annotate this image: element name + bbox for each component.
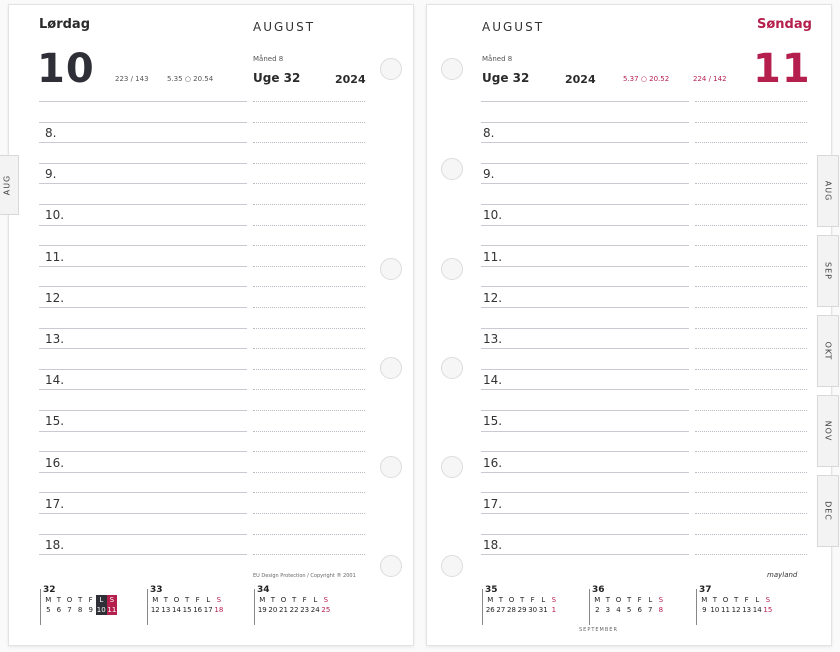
calendar-day[interactable]: 11 <box>721 606 730 614</box>
binder-hole <box>441 258 463 280</box>
tab-label: AUG <box>823 180 833 202</box>
binder-hole <box>380 357 402 379</box>
weekday-header: T <box>605 596 611 604</box>
note-line[interactable] <box>481 492 689 493</box>
note-line[interactable] <box>39 307 247 308</box>
dotted-note-line[interactable] <box>695 472 807 473</box>
hour-label: 15. <box>483 414 503 429</box>
weekday-header: S <box>323 596 329 604</box>
hour-label: 14. <box>483 373 503 388</box>
tab-sep[interactable] <box>817 235 839 307</box>
calendar-day[interactable]: 18 <box>214 606 224 614</box>
hour-label: 8. <box>45 126 57 140</box>
dotted-note-line[interactable] <box>253 513 365 514</box>
dotted-note-line[interactable] <box>253 266 365 267</box>
note-line[interactable] <box>39 534 247 535</box>
weekday-header: M <box>594 596 601 604</box>
weekday-header: L <box>313 596 318 604</box>
note-line[interactable] <box>481 431 689 432</box>
calendar-day[interactable]: 12 <box>731 606 741 614</box>
mini-calendar-week <box>257 585 331 615</box>
calendar-day[interactable]: 30 <box>528 606 538 614</box>
dotted-note-line[interactable] <box>253 122 365 123</box>
calendar-day[interactable]: 10 <box>96 606 106 614</box>
weekday-header: T <box>626 596 632 604</box>
tab-aug[interactable] <box>817 155 839 227</box>
dotted-note-line[interactable] <box>695 369 807 370</box>
note-line[interactable] <box>481 348 689 349</box>
calendar-day[interactable]: 10 <box>710 606 720 614</box>
tab-label: NOV <box>823 420 833 442</box>
calendar-day[interactable]: 21 <box>279 606 288 614</box>
dotted-note-line[interactable] <box>253 431 365 432</box>
hour-label: 9. <box>45 167 57 182</box>
dotted-note-line[interactable] <box>253 142 365 143</box>
dotted-note-line[interactable] <box>695 451 807 452</box>
dotted-note-line[interactable] <box>695 245 807 246</box>
calendar-day[interactable]: 12 <box>150 606 160 614</box>
hour-label: 13. <box>45 332 65 346</box>
weekday-header: T <box>270 596 276 604</box>
left-page-saturday <box>2 4 414 646</box>
dotted-note-line[interactable] <box>695 163 807 164</box>
note-line[interactable] <box>481 101 689 102</box>
tab-okt[interactable] <box>817 315 839 387</box>
day-number: 11 <box>753 46 811 92</box>
weekday-header: L <box>96 595 107 605</box>
weekday-header: F <box>530 596 535 604</box>
dotted-note-line[interactable] <box>253 492 365 493</box>
note-line[interactable] <box>481 369 689 370</box>
calendar-day[interactable]: 13 <box>742 606 752 614</box>
weekday-header: S <box>551 596 557 604</box>
calendar-day[interactable]: 29 <box>517 606 527 614</box>
week-number: Uge 32 <box>253 71 301 85</box>
calendar-day[interactable]: 31 <box>538 606 548 614</box>
weekday-header: T <box>184 596 190 604</box>
dotted-note-line[interactable] <box>695 431 807 432</box>
weekday-header: S <box>658 596 664 604</box>
calendar-day[interactable]: 16 <box>193 606 203 614</box>
calendar-day[interactable]: 22 <box>289 606 299 614</box>
calendar-divider <box>147 589 148 625</box>
calendar-day[interactable]: 6 <box>637 606 642 614</box>
dotted-note-line[interactable] <box>253 225 365 226</box>
week-number: 33 <box>150 585 163 595</box>
calendar-day[interactable]: 19 <box>257 606 267 614</box>
hour-label: 18. <box>45 538 65 552</box>
brand-logo: mayland <box>767 571 798 579</box>
month-title: AUGUST <box>253 20 316 34</box>
weekday-header: T <box>163 596 169 604</box>
calendar-day[interactable]: 15 <box>763 606 773 614</box>
mini-calendar-week <box>43 585 117 615</box>
tab-label: DEC <box>823 501 833 521</box>
dotted-note-line[interactable] <box>695 513 807 514</box>
dotted-note-line[interactable] <box>253 307 365 308</box>
tab-dec[interactable] <box>817 475 839 547</box>
binder-hole <box>441 357 463 379</box>
calendar-divider <box>696 589 697 625</box>
hour-label: 10. <box>483 208 503 223</box>
hour-label: 9. <box>483 167 495 182</box>
dotted-note-line[interactable] <box>695 225 807 226</box>
note-line[interactable] <box>481 204 689 205</box>
hour-label: 18. <box>483 538 503 552</box>
weekday-header: T <box>77 596 83 604</box>
hour-label: 13. <box>483 332 503 346</box>
calendar-day[interactable]: 23 <box>300 606 310 614</box>
month-number: Måned 8 <box>253 55 284 63</box>
dotted-note-line[interactable] <box>695 307 807 308</box>
note-line[interactable] <box>39 389 247 390</box>
tab-label: OKT <box>823 341 833 361</box>
calendar-day[interactable]: 26 <box>485 606 495 614</box>
weekday-header: O <box>280 596 287 604</box>
calendar-day[interactable]: 25 <box>321 606 331 614</box>
weekday-header: M <box>152 596 159 604</box>
calendar-day[interactable]: 20 <box>268 606 278 614</box>
day-name: Lørdag <box>39 17 91 32</box>
dotted-note-line[interactable] <box>253 204 365 205</box>
weekday-header: L <box>206 596 211 604</box>
weekday-header: F <box>195 596 200 604</box>
weekday-header: L <box>648 596 653 604</box>
hour-label: 12. <box>483 290 503 305</box>
note-line[interactable] <box>39 266 247 267</box>
calendar-day[interactable]: 9 <box>88 606 93 614</box>
calendar-day[interactable]: 17 <box>203 606 213 614</box>
hour-label: 8. <box>483 126 495 140</box>
calendar-day[interactable]: 4 <box>616 606 621 614</box>
calendar-day[interactable]: 11 <box>107 606 117 614</box>
weekday-header: M <box>701 596 708 604</box>
week-number: 34 <box>257 585 270 595</box>
dotted-note-line[interactable] <box>695 328 807 329</box>
note-line[interactable] <box>39 204 247 205</box>
weekday-header: T <box>291 596 297 604</box>
note-line[interactable] <box>481 328 689 329</box>
calendar-day[interactable]: 13 <box>161 606 171 614</box>
note-line[interactable] <box>39 451 247 452</box>
dotted-note-line[interactable] <box>695 554 807 555</box>
calendar-day[interactable]: 7 <box>67 606 72 614</box>
binder-hole <box>441 555 463 577</box>
calendar-day[interactable]: 8 <box>77 606 83 614</box>
note-line[interactable] <box>39 431 247 432</box>
calendar-day[interactable]: 27 <box>496 606 506 614</box>
right-page-sunday <box>426 4 832 646</box>
week-number: Uge 32 <box>482 71 530 85</box>
calendar-day[interactable]: 14 <box>172 606 181 614</box>
dotted-note-line[interactable] <box>695 348 807 349</box>
note-line[interactable] <box>39 554 247 555</box>
note-line[interactable] <box>481 286 689 287</box>
day-number: 10 <box>37 46 95 92</box>
hour-label: 14. <box>45 373 65 388</box>
note-line[interactable] <box>481 554 689 555</box>
mini-calendar-week <box>699 585 773 615</box>
sun-times: 5.37 ○ 20.52 <box>623 75 670 83</box>
dotted-note-line[interactable] <box>253 286 365 287</box>
dotted-note-line[interactable] <box>253 534 365 535</box>
note-line[interactable] <box>39 101 247 102</box>
dotted-note-line[interactable] <box>695 142 807 143</box>
mini-calendar-week <box>150 585 224 615</box>
mini-calendar-week <box>485 585 559 615</box>
calendar-day[interactable]: 5 <box>626 606 632 614</box>
calendar-day[interactable]: 5 <box>46 606 51 614</box>
calendar-day[interactable]: 2 <box>595 606 600 614</box>
binder-hole <box>380 456 402 478</box>
day-name: Søndag <box>757 17 812 32</box>
dotted-note-line[interactable] <box>253 369 365 370</box>
tab-nov[interactable] <box>817 395 839 467</box>
dotted-note-line[interactable] <box>695 183 807 184</box>
dotted-note-line[interactable] <box>695 101 807 102</box>
sun-times: 5.35 ○ 20.54 <box>167 75 214 83</box>
note-line[interactable] <box>39 286 247 287</box>
weekday-header: S <box>107 595 118 605</box>
weekday-header: O <box>508 596 515 604</box>
note-line[interactable] <box>481 513 689 514</box>
note-line[interactable] <box>481 307 689 308</box>
weekday-header: F <box>637 596 642 604</box>
hour-label: 17. <box>483 496 503 511</box>
binder-hole <box>441 58 463 80</box>
week-number: 35 <box>485 585 498 595</box>
calendar-day[interactable]: 3 <box>605 606 611 614</box>
month-number: Måned 8 <box>482 55 513 63</box>
mini-calendar-week <box>592 585 666 615</box>
weekday-header: T <box>498 596 504 604</box>
note-line[interactable] <box>39 163 247 164</box>
note-line[interactable] <box>481 245 689 246</box>
note-line[interactable] <box>481 225 689 226</box>
dotted-note-line[interactable] <box>253 472 365 473</box>
dotted-note-line[interactable] <box>695 122 807 123</box>
hour-label: 17. <box>45 496 65 511</box>
dotted-note-line[interactable] <box>695 266 807 267</box>
hour-label: 10. <box>45 208 65 223</box>
note-line[interactable] <box>481 183 689 184</box>
note-line[interactable] <box>39 183 247 184</box>
weekday-header: M <box>487 596 494 604</box>
dotted-note-line[interactable] <box>253 183 365 184</box>
calendar-day[interactable]: 6 <box>56 606 62 614</box>
day-count: 223 / 143 <box>115 75 149 83</box>
note-line[interactable] <box>39 142 247 143</box>
hour-label: 11. <box>483 249 503 264</box>
note-line[interactable] <box>481 472 689 473</box>
weekday-header: O <box>615 596 622 604</box>
weekday-header: L <box>541 596 546 604</box>
calendar-day[interactable]: 9 <box>702 606 707 614</box>
calendar-day[interactable]: 28 <box>507 606 516 614</box>
hour-label: 16. <box>45 455 65 470</box>
calendar-divider <box>40 589 41 625</box>
dotted-note-line[interactable] <box>253 163 365 164</box>
weekday-header: S <box>765 596 771 604</box>
note-line[interactable] <box>481 142 689 143</box>
weekday-header: F <box>88 596 93 604</box>
binder-hole <box>380 555 402 577</box>
note-line[interactable] <box>39 245 247 246</box>
dotted-note-line[interactable] <box>695 286 807 287</box>
dotted-note-line[interactable] <box>695 410 807 411</box>
dotted-note-line[interactable] <box>695 204 807 205</box>
september-label: SEPTEMBER <box>579 627 618 633</box>
calendar-divider <box>589 589 590 625</box>
calendar-divider <box>482 589 483 625</box>
weekday-header: T <box>56 596 62 604</box>
dotted-note-line[interactable] <box>253 389 365 390</box>
note-line[interactable] <box>39 472 247 473</box>
day-count: 224 / 142 <box>693 75 727 83</box>
dotted-note-line[interactable] <box>253 101 365 102</box>
note-line[interactable] <box>481 389 689 390</box>
weekday-header: M <box>45 596 52 604</box>
calendar-day[interactable]: 24 <box>310 606 320 614</box>
note-line[interactable] <box>39 348 247 349</box>
binder-hole <box>380 258 402 280</box>
hour-label: 12. <box>45 290 65 305</box>
note-line[interactable] <box>481 163 689 164</box>
note-line[interactable] <box>481 410 689 411</box>
dotted-note-line[interactable] <box>253 451 365 452</box>
calendar-day[interactable]: 15 <box>182 606 192 614</box>
week-number: 37 <box>699 585 712 595</box>
dotted-note-line[interactable] <box>695 492 807 493</box>
calendar-day[interactable]: 14 <box>752 606 762 614</box>
weekday-header: O <box>173 596 180 604</box>
weekday-header: S <box>216 596 222 604</box>
note-line[interactable] <box>39 410 247 411</box>
tab-aug-left[interactable]: AUG <box>0 155 19 215</box>
calendar-day[interactable]: 1 <box>551 606 557 614</box>
weekday-header: T <box>712 596 718 604</box>
week-number: 32 <box>43 585 56 595</box>
binder-hole <box>441 456 463 478</box>
week-number: 36 <box>592 585 605 595</box>
dotted-note-line[interactable] <box>253 348 365 349</box>
copyright-note: EU Design Protection / Copyright ® 2001 <box>253 573 356 579</box>
note-line[interactable] <box>39 122 247 123</box>
dotted-note-line[interactable] <box>695 389 807 390</box>
weekday-header: T <box>733 596 739 604</box>
hour-label: 16. <box>483 455 503 470</box>
month-title: AUGUST <box>482 20 545 34</box>
note-line[interactable] <box>39 225 247 226</box>
year: 2024 <box>565 73 596 86</box>
dotted-note-line[interactable] <box>253 328 365 329</box>
weekday-header: L <box>755 596 760 604</box>
weekday-header: F <box>302 596 307 604</box>
calendar-day[interactable]: 7 <box>648 606 653 614</box>
binder-hole <box>441 158 463 180</box>
hour-label: 15. <box>45 414 65 429</box>
note-line[interactable] <box>481 534 689 535</box>
dotted-note-line[interactable] <box>253 410 365 411</box>
note-line[interactable] <box>481 266 689 267</box>
note-line[interactable] <box>39 513 247 514</box>
note-line[interactable] <box>481 451 689 452</box>
hour-label: 11. <box>45 249 65 264</box>
weekday-header: O <box>722 596 729 604</box>
dotted-note-line[interactable] <box>253 245 365 246</box>
dotted-note-line[interactable] <box>253 554 365 555</box>
note-line[interactable] <box>39 328 247 329</box>
dotted-note-line[interactable] <box>695 534 807 535</box>
weekday-header: O <box>66 596 73 604</box>
year: 2024 <box>335 73 366 86</box>
calendar-day[interactable]: 8 <box>658 606 664 614</box>
note-line[interactable] <box>481 122 689 123</box>
tab-label: SEP <box>823 262 833 280</box>
weekday-header: T <box>519 596 525 604</box>
binder-hole <box>380 58 402 80</box>
calendar-divider <box>254 589 255 625</box>
note-line[interactable] <box>39 492 247 493</box>
weekday-header: M <box>259 596 266 604</box>
weekday-header: F <box>744 596 749 604</box>
note-line[interactable] <box>39 369 247 370</box>
